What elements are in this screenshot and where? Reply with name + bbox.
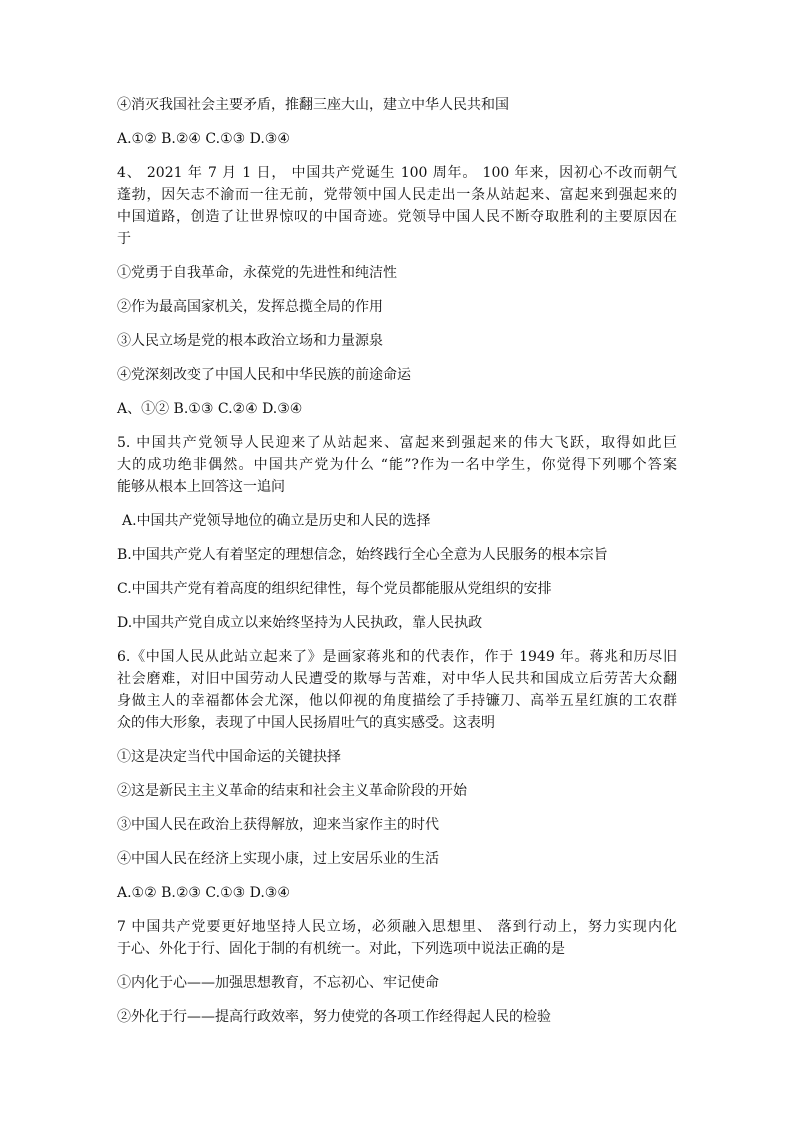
option-statement-2: ②作为最高国家机关，发挥总揽全局的作用 — [117, 299, 383, 315]
question-stem-line: 7 中国共产党要更好地坚持人民立场，必须融入思想里、 落到行动上，努力实现内化 — [117, 919, 677, 935]
question-stem-line: 蓬勃，因矢志不渝而一往无前，党带领中国人民走出一条从站起来、富起来到强起来的 — [117, 187, 677, 203]
choice-a: A.中国共产党领导地位的确立是历史和人民的选择 — [122, 513, 431, 529]
question-stem-line: 于 — [117, 231, 131, 247]
question-stem-line: 大的成功绝非偶然。中国共产党为什么 “能”?作为一名中学生，你觉得下列哪个答案 — [117, 457, 677, 473]
option-statement-4: ④党深刻改变了中国人民和中华民族的前途命运 — [117, 367, 411, 383]
option-statement-2: ②外化于行——提高行政效率，努力使党的各项工作经得起人民的检验 — [117, 1009, 551, 1025]
choice-b: B.中国共产党人有着坚定的理想信念，始终践行全心全意为人民服务的根本宗旨 — [117, 547, 608, 563]
answer-choices: A、①② B.①③ C.②④ D.③④ — [117, 401, 303, 417]
question-stem-line: 5. 中国共产党领导人民迎来了从站起来、富起来到强起来的伟大飞跃，取得如此巨 — [117, 435, 677, 451]
question-stem-line: 能够从根本上回答这一追问 — [117, 479, 285, 495]
question-stem-line: 6.《中国人民从此站立起来了》是画家蒋兆和的代表作，作于 1949 年。蒋兆和历尽旧 — [117, 649, 677, 665]
option-statement-1: ①这是决定当代中国命运的关键抉择 — [117, 749, 341, 765]
choice-d: D.中国共产党自成立以来始终坚持为人民执政，靠人民执政 — [117, 615, 483, 631]
option-statement-2: ②这是新民主主义革命的结束和社会主义革命阶段的开始 — [117, 783, 467, 799]
question-stem-line: 于心、外化于行、固化于制的有机统一。对此，下列选项中说法正确的是 — [117, 941, 565, 957]
question-stem-line: 众的伟大形象，表现了中国人民扬眉吐气的真实感受。这表明 — [117, 715, 495, 731]
question-stem-line: 社会磨难，对旧中国劳动人民遭受的欺辱与苦难，对中华人民共和国成立后劳苦大众翻 — [117, 671, 677, 687]
option-statement-4: ④中国人民在经济上实现小康，过上安居乐业的生活 — [117, 851, 439, 867]
answer-choices: A.①② B.②④ C.①③ D.③④ — [117, 131, 290, 147]
answer-choices: A.①② B.②③ C.①③ D.③④ — [117, 885, 290, 901]
option-statement-3: ③人民立场是党的根本政治立场和力量源泉 — [117, 333, 383, 349]
option-statement-1: ①内化于心——加强思想教育，不忘初心、牢记使命 — [117, 975, 439, 991]
choice-c: C.中国共产党有着高度的组织纪律性，每个党员都能服从党组织的安排 — [117, 581, 552, 597]
option-statement-3: ③中国人民在政治上获得解放，迎来当家作主的时代 — [117, 817, 439, 833]
option-statement-1: ①党勇于自我革命，永葆党的先进性和纯洁性 — [117, 265, 397, 281]
question-stem-line: 中国道路，创造了让世界惊叹的中国奇迹。党领导中国人民不断夺取胜利的主要原因在 — [117, 209, 677, 225]
question-stem-line: 身做主人的幸福都体会尤深，他以仰视的角度描绘了手持镰刀、高举五星红旗的工农群 — [117, 693, 677, 709]
option-statement-4: ④消灭我国社会主要矛盾，推翻三座大山，建立中华人民共和国 — [117, 97, 509, 113]
question-stem-line: 4、 2021 年 7 月 1 日， 中国共产党诞生 100 周年。 100 年来，因初心不改而朝气 — [117, 165, 677, 181]
